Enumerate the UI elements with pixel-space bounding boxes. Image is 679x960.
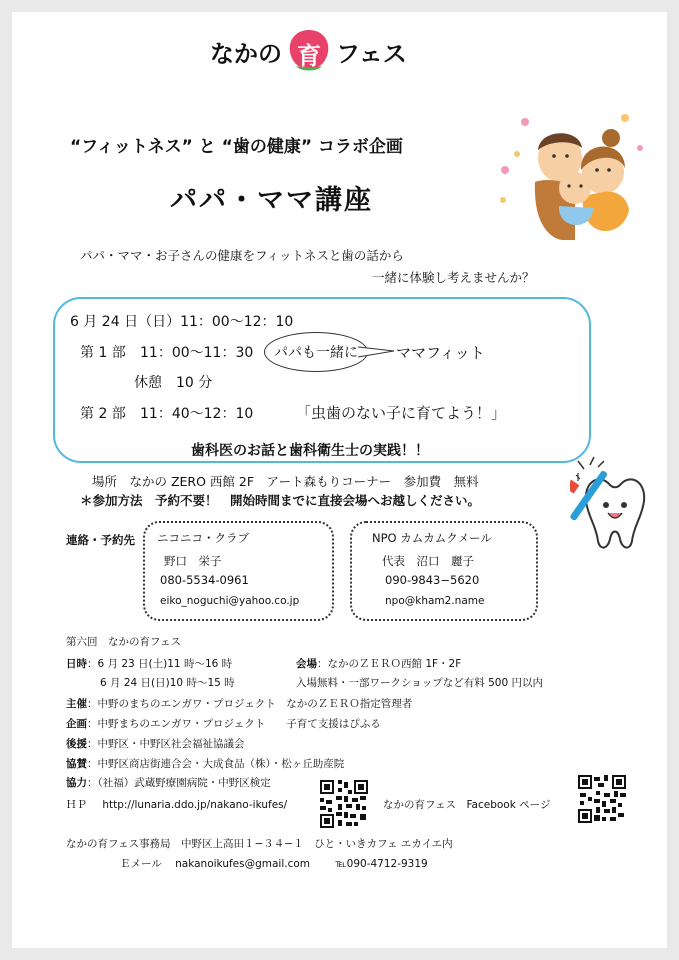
fest-email[interactable]: nakanoikufes@gmail.com xyxy=(175,858,311,870)
part2-time: 11：40〜12：10 xyxy=(140,406,254,422)
contact1-name: 野口 栄子 xyxy=(164,554,222,568)
contact1-org: ニコニコ・クラブ xyxy=(157,531,249,545)
tooth-illustration xyxy=(570,455,662,555)
coop-row xyxy=(66,775,271,790)
plan-row xyxy=(66,716,381,731)
family-illustration xyxy=(495,110,645,245)
schedule-note: 歯科医のお話と歯科衛生士の実践！！ xyxy=(191,443,429,459)
logo-text-left: なかの xyxy=(210,39,282,68)
break-text: 休憩 10 分 xyxy=(134,375,213,391)
contact2-org: NPO カムカムクメール xyxy=(372,531,492,545)
host-row xyxy=(66,696,412,711)
fest-logo xyxy=(210,28,407,74)
hp-label: ＨＰ xyxy=(66,799,87,811)
event-title: パパ・ママ講座 xyxy=(170,185,373,216)
part2-title: 「虫歯のない子に育てよう！」 xyxy=(296,404,507,422)
fest-venue-label: 会場 xyxy=(296,658,317,670)
intro-line-2: 一緒に体験し考えませんか？ xyxy=(372,270,535,285)
coop: ：（社福）武蔵野療園病院・中野区検定 xyxy=(87,777,271,789)
part1-time: 11：00〜11：30 xyxy=(140,345,254,361)
fest-venue: ：なかのＺＥＲＯ西館 1F・2F xyxy=(317,658,462,670)
email-row xyxy=(120,856,428,871)
part1-label: 第 1 部 xyxy=(80,345,126,361)
plan-label: 企画 xyxy=(66,718,87,730)
fest-tel: ℡090-4712-9319 xyxy=(335,858,428,870)
coop-label: 協力 xyxy=(66,777,87,789)
qr-code-homepage xyxy=(320,780,368,828)
host: ：中野のまちのエンガワ・プロジェクト なかのＺＥＲＯ指定管理者 xyxy=(87,698,413,710)
host-label: 主催 xyxy=(66,698,87,710)
date-1: ：6 月 23 日(土)11 時〜16 時 xyxy=(87,658,233,670)
event-subtitle: “フィットネス” と “歯の健康” コラボ企画 xyxy=(70,137,403,157)
admission: 入場無料・一部ワークショップなど有料 500 円以内 xyxy=(296,677,544,689)
venue-row xyxy=(296,656,461,671)
schedule-date: 6 月 24 日（日）11：00〜12：10 xyxy=(70,314,294,330)
support: ：中野区・中野区社会福祉協議会 xyxy=(87,738,245,750)
dates-row-1 xyxy=(66,656,232,671)
logo-emblem xyxy=(286,28,332,74)
date-2: 6 月 24 日(日)10 時〜15 時 xyxy=(100,677,235,689)
intro-line-1: パパ・ママ・お子さんの健康をフィットネスと歯の話から xyxy=(80,248,404,263)
fest-title: 第六回 なかの育フェス xyxy=(66,636,181,648)
sponsor-label: 協賛 xyxy=(66,758,87,770)
bubble-text: パパも一緒に xyxy=(274,345,358,361)
email-label: Ｅメール xyxy=(120,858,162,870)
logo-text-right: フェス xyxy=(336,39,407,68)
logo-mark-char: 育 xyxy=(297,42,321,70)
venue-line: 場所 なかの ZERO 西館 2F アート森もりコーナー 参加費 無料 xyxy=(92,474,479,489)
support-row xyxy=(66,736,245,751)
plan: ：中野まちのエンガワ・プロジェクト 子育て支援はぴふる xyxy=(87,718,381,730)
contact-label: 連絡・予約先 xyxy=(66,533,135,547)
office-line: なかの育フェス事務局 中野区上高田１−３４−１ ひと・いきカフェ エカイエ内 xyxy=(66,838,453,850)
contact2-email[interactable]: npo@kham2.name xyxy=(385,595,485,607)
contact1-email[interactable]: eiko_noguchi@yahoo.co.jp xyxy=(160,595,300,607)
hp-url[interactable]: http://lunaria.ddo.jp/nakano-ikufes/ xyxy=(102,799,288,811)
sponsor: ：中野区商店街連合会・大成食品（株）・松ヶ丘助産院 xyxy=(87,758,345,770)
contact2-phone: 090-9843−5620 xyxy=(385,573,480,587)
contact2-name: 代表 沼口 麗子 xyxy=(382,554,474,568)
contact1-phone: 080-5534-0961 xyxy=(160,573,249,587)
facebook-label: なかの育フェス Facebook ページ xyxy=(383,799,551,811)
part2-label: 第 2 部 xyxy=(80,406,126,422)
dates-label: 日時 xyxy=(66,658,87,670)
speech-bubble xyxy=(264,332,368,372)
bubble-tail xyxy=(356,345,396,359)
qr-code-facebook xyxy=(578,775,626,823)
support-label: 後援 xyxy=(66,738,87,750)
hp-row xyxy=(66,797,287,812)
howto-line: ＊参加方法 予約不要！ 開始時間までに直接会場へお越しください。 xyxy=(80,493,481,508)
part1-title: ママフィット xyxy=(396,344,485,362)
sponsor-row xyxy=(66,756,344,771)
